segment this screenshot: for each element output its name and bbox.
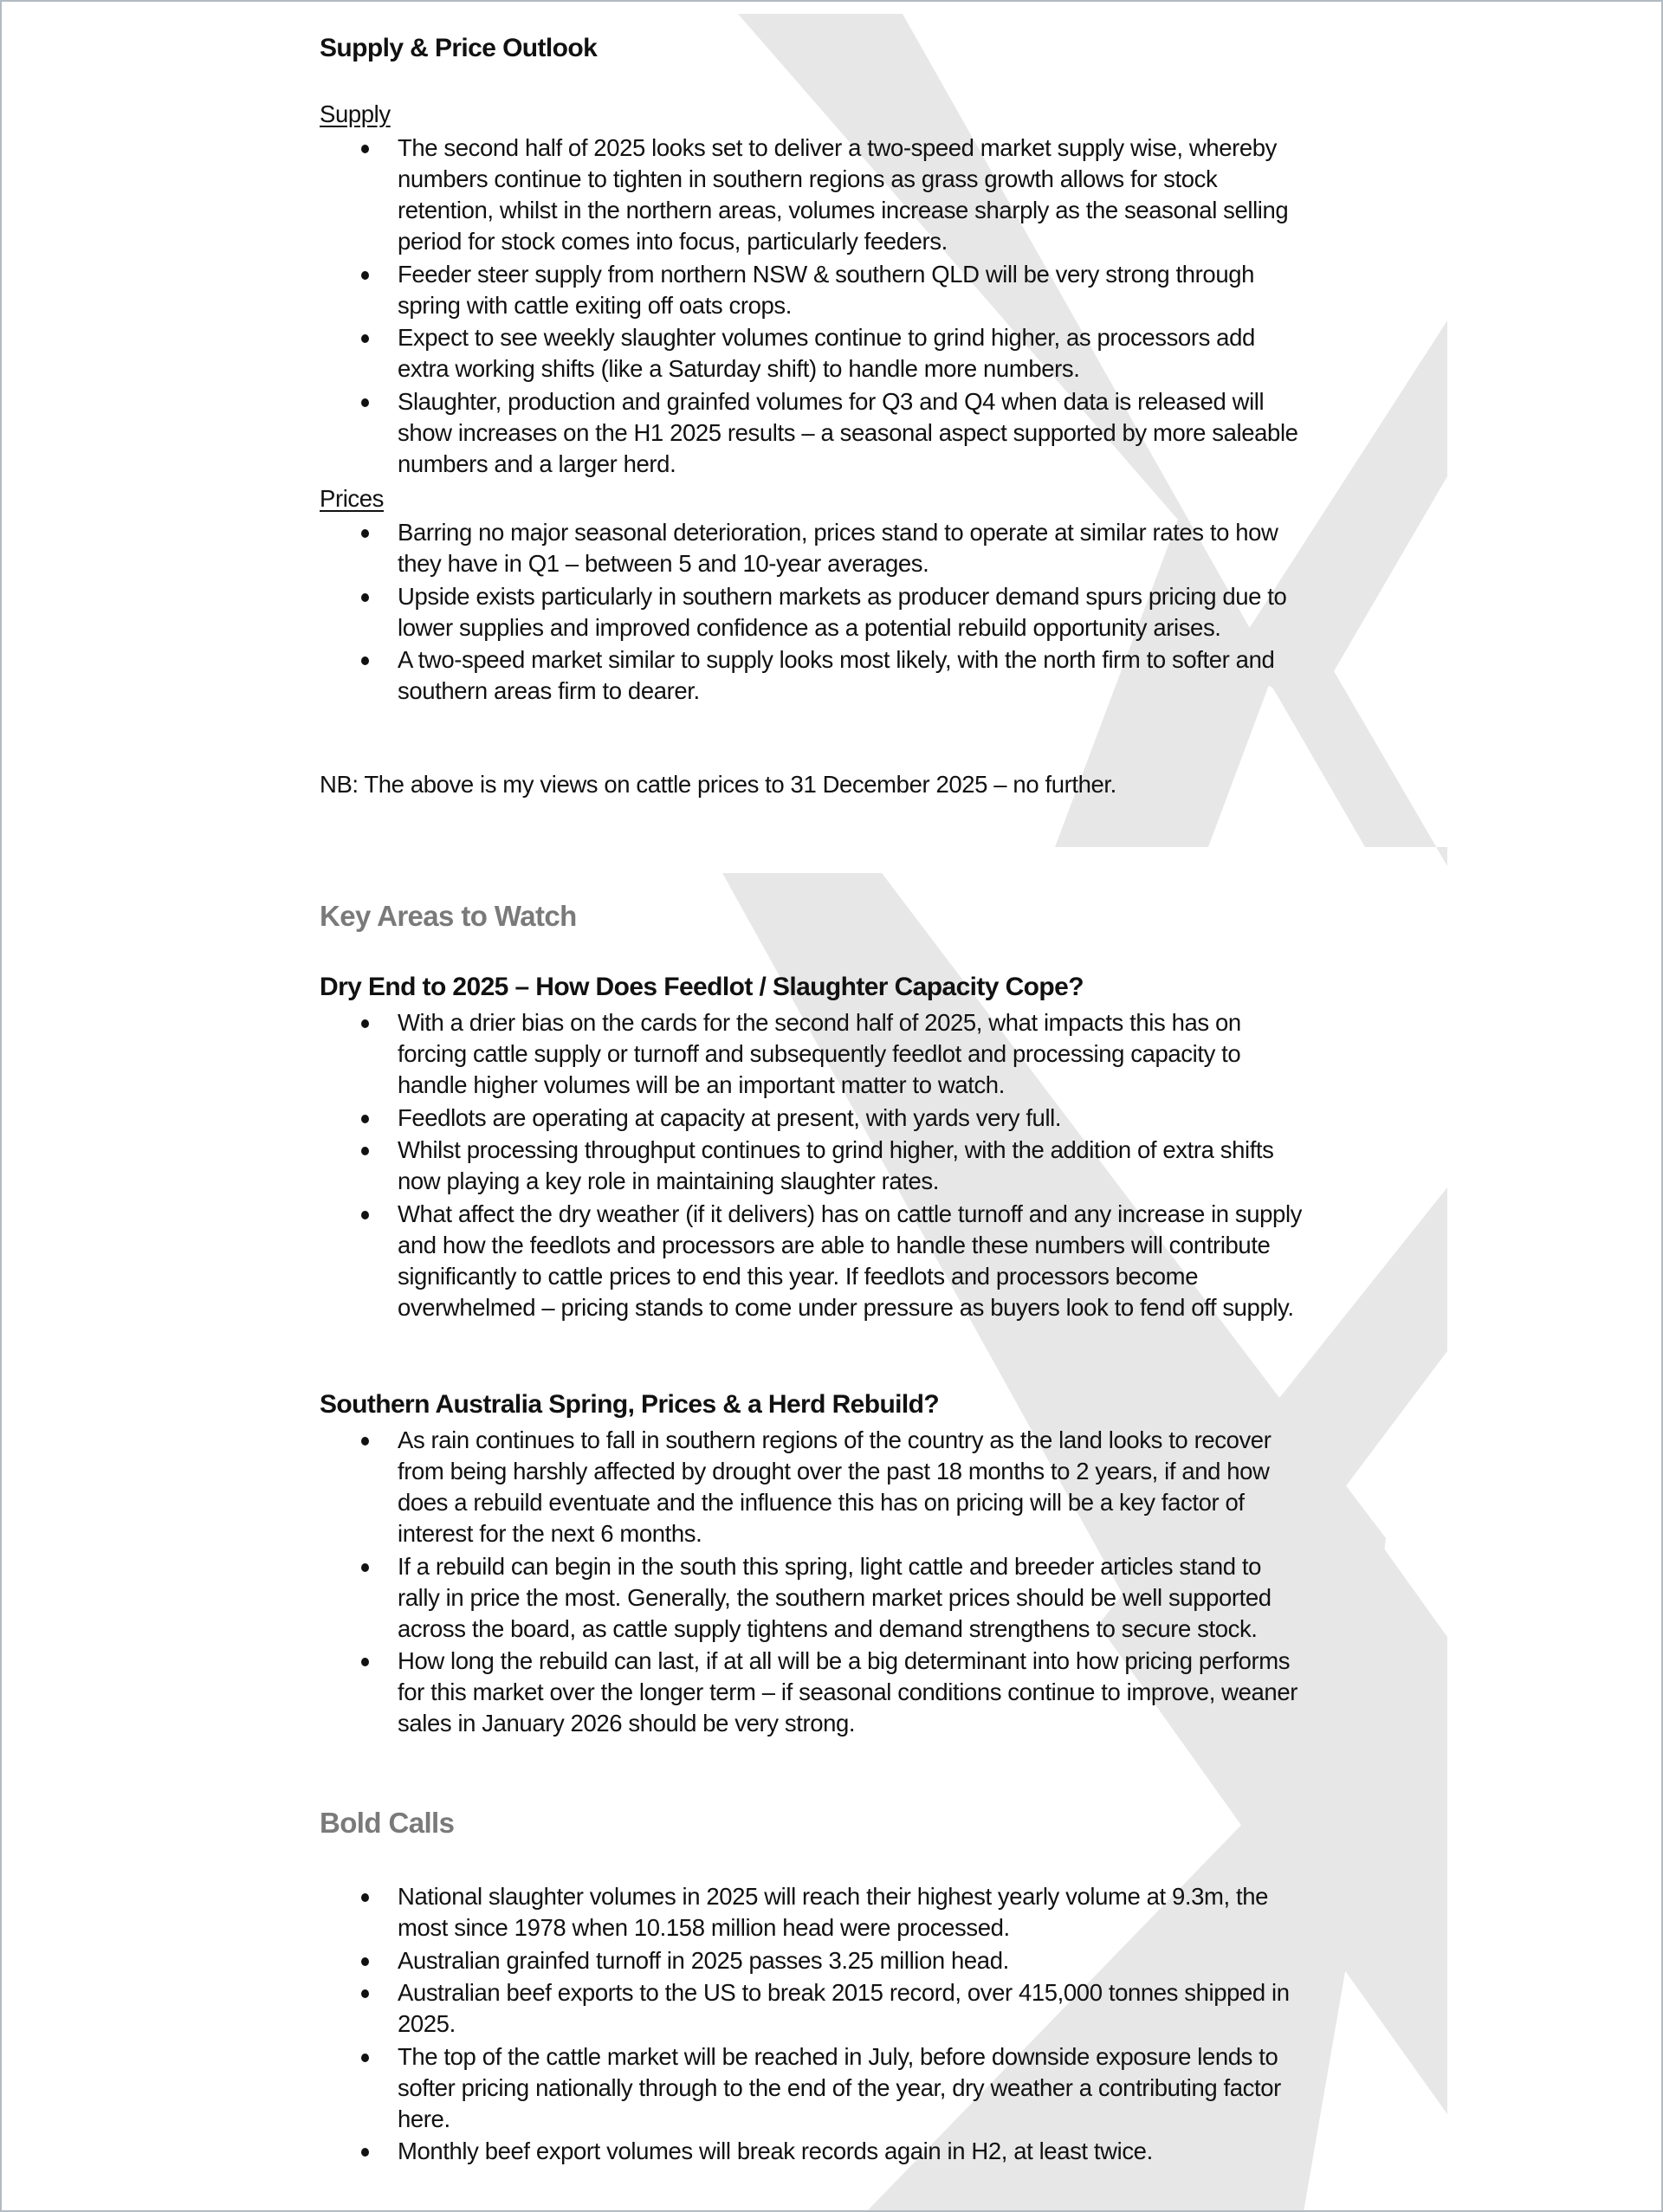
bold-calls-bullet-list (320, 1881, 1307, 2169)
supply-bullet-list (320, 133, 1307, 481)
bold-call-bullet: Monthly beef export volumes will break records again in H2, at least twice. (320, 2136, 1307, 2167)
supply-bullet: Feeder steer supply from northern NSW & southern QLD will be very strong through spring with cattle exiting off oats crops. (320, 259, 1307, 321)
bold-call-bullet: Australian beef exports to the US to break 2015 record, over 415,000 tonnes shipped in 2025. (320, 1977, 1307, 2040)
bold-call-bullet: National slaughter volumes in 2025 will reach their highest yearly volume at 9.3m, the most since 1978 when 10.158 million head were processed. (320, 1881, 1307, 1944)
section-title-bold-calls: Bold Calls (320, 1807, 455, 1839)
key-area-bullet: If a rebuild can begin in the south this spring, light cattle and breeder articles stand to rally in price the most. Generally, the southern market prices should be well supported across the board, as cattle supply tightens and demand strengthens to secure stock. (320, 1551, 1307, 1645)
section-title-key-areas: Key Areas to Watch (320, 900, 577, 932)
disclaimer-note: NB: The above is my views on cattle prices to 31 December 2025 – no further. (320, 771, 1116, 798)
key-area-bullet: How long the rebuild can last, if at all will be a big determinant into how pricing performs for this market over the longer term – if seasonal conditions continue to improve, weaner sales in January 2026 should be very strong. (320, 1646, 1307, 1739)
prices-bullet: Upside exists particularly in southern markets as producer demand spurs pricing due to lower supplies and improved confidence as a potential rebuild opportunity arises. (320, 581, 1307, 644)
subsection-label-supply: Supply (320, 100, 391, 127)
prices-bullet: A two-speed market similar to supply looks most likely, with the north firm to softer and southern areas firm to dearer. (320, 644, 1307, 707)
key-area-bullet: Feedlots are operating at capacity at present, with yards very full. (320, 1103, 1307, 1134)
supply-bullet: Slaughter, production and grainfed volumes for Q3 and Q4 when data is released will show increases on the H1 2025 results – a seasonal aspect supported by more saleable numbers and a larger herd. (320, 386, 1307, 480)
key-area-heading: Southern Australia Spring, Prices & a Herd Rebuild? (320, 1390, 940, 1419)
prices-bullet: Barring no major seasonal deterioration, prices stand to operate at similar rates to how they have in Q1 – between 5 and 10-year averages. (320, 517, 1307, 579)
key-area-bullet: With a drier bias on the cards for the second half of 2025, what impacts this has on forcing cattle supply or turnoff and subsequently feedlot and processing capacity to handle higher volumes will be an important matter to watch. (320, 1007, 1307, 1101)
key-area-bullet: As rain continues to fall in southern regions of the country as the land looks to recover from being harshly affected by drought over the past 18 months to 2 years, if and how does a rebuild eventuate and the influence this has on pricing will be a key factor of interest for the next 6 months. (320, 1425, 1307, 1549)
key-area-heading: Dry End to 2025 – How Does Feedlot / Slaughter Capacity Cope? (320, 973, 1084, 1001)
supply-bullet: Expect to see weekly slaughter volumes continue to grind higher, as processors add extra working shifts (like a Saturday shift) to handle more numbers. (320, 322, 1307, 385)
key-area-bullet: Whilst processing throughput continues to grind higher, with the addition of extra shifts now playing a key role in maintaining slaughter rates. (320, 1135, 1307, 1197)
prices-bullet-list (320, 517, 1307, 708)
bold-call-bullet: The top of the cattle market will be reached in July, before downside exposure lends to softer pricing nationally through to the end of the year, dry weather a contributing factor here. (320, 2041, 1307, 2135)
key-area-bullet-list (320, 1425, 1307, 1741)
key-area-bullet: What affect the dry weather (if it delivers) has on cattle turnoff and any increase in supply and how the feedlots and processors are able to handle these numbers will contribute significantly to cattle prices to end this year. If feedlots and processors become overwhelmed – pricing stands to come under pressure as buyers look to fend off supply. (320, 1199, 1307, 1323)
section-title-supply-price-outlook: Supply & Price Outlook (320, 34, 598, 62)
supply-bullet: The second half of 2025 looks set to deliver a two-speed market supply wise, whereby numbers continue to tighten in southern regions as grass growth allows for stock retention, whilst in the northern areas, volumes increase sharply as the seasonal selling period for stock comes into focus, particularly feeders. (320, 133, 1307, 257)
key-area-bullet-list (320, 1007, 1307, 1324)
subsection-label-prices: Prices (320, 485, 385, 512)
bold-call-bullet: Australian grainfed turnoff in 2025 passes 3.25 million head. (320, 1945, 1307, 1976)
